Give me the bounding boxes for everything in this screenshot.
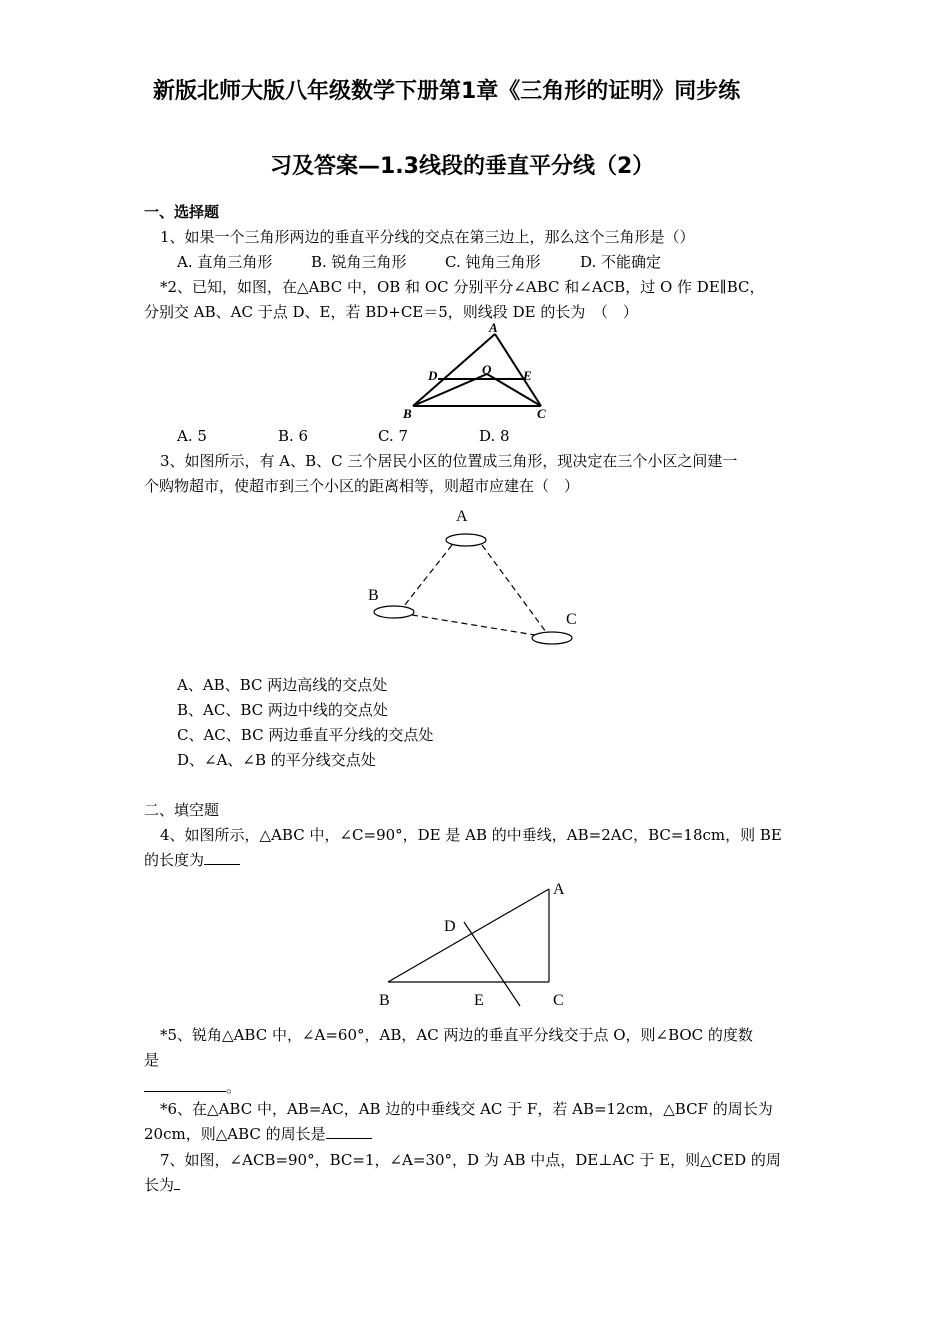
- q2-text-line-1: *2、已知，如图，在△ABC 中，OB 和 OC 分别平分∠ABC 和∠ACB，过 O 作 DE∥BC，: [160, 278, 765, 296]
- q6-answer-blank[interactable]: [326, 1122, 372, 1139]
- q2-label-a: A: [489, 320, 498, 335]
- q3-option-b: B、AC、BC 两边中线的交点处: [177, 701, 388, 719]
- q4-label-b: B: [379, 992, 390, 1009]
- q4-label-d: D: [444, 918, 456, 935]
- q3-option-a: A、AB、BC 两边高线的交点处: [177, 676, 388, 694]
- q2-option-a: A. 5: [177, 427, 207, 445]
- q2-option-c: C. 7: [378, 427, 409, 445]
- q2-label-o: O: [482, 362, 492, 377]
- q4-text-line-2: [144, 848, 240, 872]
- title-line-1: 新版北师大版八年级数学下册第1章《三角形的证明》同步练: [153, 79, 741, 104]
- q4-label-c: C: [553, 992, 564, 1009]
- q5-answer-line: [144, 1075, 241, 1099]
- q2-text-line-2: 分别交 AB、AC 于点 D、E，若 BD+CE＝5，则线段 DE 的长为 （ ）: [144, 303, 638, 321]
- q4-answer-blank[interactable]: [204, 848, 240, 865]
- q2-label-b: B: [403, 406, 412, 421]
- q5-answer-blank[interactable]: [144, 1075, 226, 1092]
- q2-label-e: E: [523, 368, 532, 383]
- q6-text-line-2: [144, 1122, 372, 1146]
- q4-label-e: E: [474, 992, 484, 1009]
- q3-label-b: B: [368, 587, 379, 604]
- q5-text-line-2: 是: [144, 1051, 160, 1069]
- q3-label-c: C: [566, 611, 577, 628]
- q3-text-line-1: 3、如图所示，有 A、B、C 三个居民小区的位置成三角形，现决定在三个小区之间建一: [160, 452, 738, 470]
- q2-figure: [398, 322, 558, 422]
- q3-option-d: D、∠A、∠B 的平分线交点处: [177, 751, 376, 769]
- q4-figure: [370, 874, 580, 1014]
- q1-option-b: B. 锐角三角形: [311, 253, 407, 271]
- q6-text-line-1: *6、在△ABC 中，AB=AC，AB 边的中垂线交 AC 于 F，若 AB=12cm，△BCF 的周长为: [160, 1100, 773, 1118]
- q5-text-line-1: *5、锐角△ABC 中，∠A=60°，AB，AC 两边的垂直平分线交于点 O，则∠BOC 的度数: [160, 1026, 753, 1044]
- section-heading-fill: 二、填空题: [144, 801, 220, 819]
- q2-option-d: D. 8: [479, 427, 510, 445]
- q1-option-a: A. 直角三角形: [177, 253, 273, 271]
- q1-option-c: C. 钝角三角形: [445, 253, 541, 271]
- q7-answer-blank[interactable]: [174, 1173, 180, 1190]
- q3-label-a: A: [456, 508, 468, 525]
- q7-text-line-2: [144, 1173, 180, 1197]
- q7-text-line-1: 7、如图，∠ACB=90°，BC=1，∠A=30°，D 为 AB 中点，DE⊥AC 于 E，则△CED 的周: [160, 1151, 781, 1169]
- q4-label-a: A: [553, 881, 565, 898]
- q7-text-prefix: 长为: [144, 1176, 175, 1194]
- q3-text-line-2: 个购物超市，使超市到三个小区的距离相等，则超市应建在（ ）: [144, 477, 580, 495]
- title-line-2: 习及答案—1.3线段的垂直平分线（2）: [270, 154, 655, 179]
- q3-option-c: C、AC、BC 两边垂直平分线的交点处: [177, 726, 434, 744]
- q2-label-c: C: [537, 406, 546, 421]
- q4-text-prefix: 的长度为: [144, 851, 205, 869]
- q5-period: 。: [226, 1078, 242, 1096]
- q2-option-b: B. 6: [278, 427, 309, 445]
- q3-figure: [360, 500, 590, 660]
- q6-text-prefix: 20cm，则△ABC 的周长是: [144, 1125, 326, 1143]
- section-heading-choice: 一、选择题: [144, 203, 220, 221]
- q1-text: 1、如果一个三角形两边的垂直平分线的交点在第三边上，那么这个三角形是（）: [160, 228, 695, 246]
- q1-option-d: D. 不能确定: [580, 253, 662, 271]
- q2-label-d: D: [428, 368, 438, 383]
- q4-text-line-1: 4、如图所示，△ABC 中，∠C=90°，DE 是 AB 的中垂线，AB=2AC，BC=18cm，则 BE: [160, 826, 782, 844]
